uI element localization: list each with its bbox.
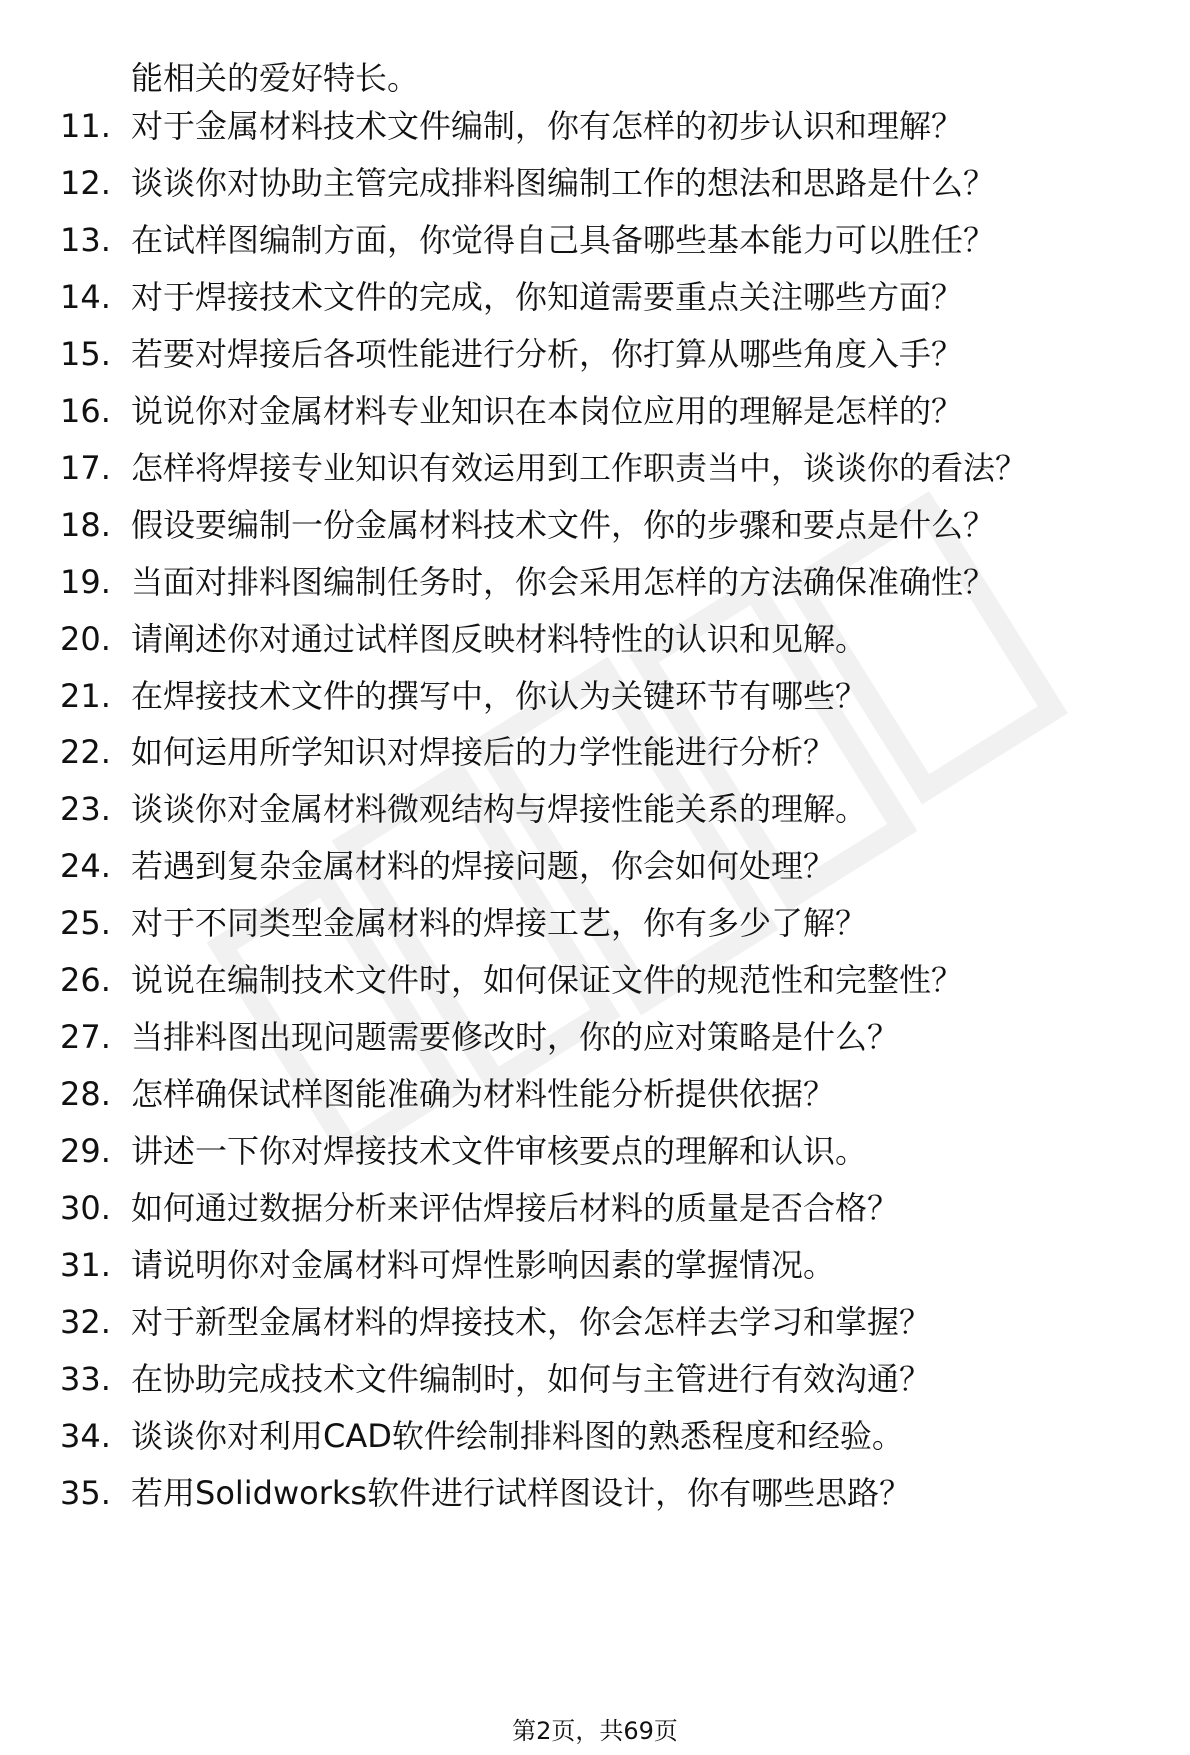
question-text: 在试样图编制方面，你觉得自己具备哪些基本能力可以胜任？ [131,220,996,259]
question-text: 对于焊接技术文件的完成，你知道需要重点关注哪些方面？ [131,277,964,316]
question-text: 对于金属材料技术文件编制，你有怎样的初步认识和理解？ [131,107,964,145]
question-text: 怎样将焊接专业知识有效运用到工作职责当中，谈谈你的看法？ [131,448,1028,487]
question-text: 若遇到复杂金属材料的焊接问题，你会如何处理？ [131,847,836,886]
question-number: 13. [60,220,111,259]
question-number: 30. [60,1189,111,1228]
question-number: 23. [60,790,111,829]
question-number: 26. [60,961,111,1000]
question-text: 请阐述你对通过试样图反映材料特性的认识和见解。 [131,619,868,658]
question-number: 15. [60,334,111,373]
question-text: 若要对焊接后各项性能进行分析，你打算从哪些角度入手？ [131,334,964,373]
continuation-text: 能相关的爱好特长。 [131,59,420,97]
question-number: 14. [60,277,111,316]
question-text: 如何运用所学知识对焊接后的力学性能进行分析？ [131,733,836,772]
question-text: 当面对排料图编制任务时，你会采用怎样的方法确保准确性？ [131,562,996,601]
question-number: 27. [60,1018,111,1057]
question-text: 假设要编制一份金属材料技术文件，你的步骤和要点是什么？ [131,505,996,544]
question-text: 谈谈你对协助主管完成排料图编制工作的想法和思路是什么？ [131,163,996,202]
question-text: 说说在编制技术文件时，如何保证文件的规范性和完整性？ [131,961,964,1000]
question-text: 对于新型金属材料的焊接技术，你会怎样去学习和掌握？ [131,1302,932,1341]
question-number: 22. [60,733,111,772]
question-number: 20. [60,619,111,658]
question-number: 18. [60,505,111,544]
question-number: 16. [60,391,111,430]
question-number: 21. [60,676,111,715]
question-number: 19. [60,562,111,601]
question-text: 对于不同类型金属材料的焊接工艺，你有多少了解？ [131,904,868,943]
question-text: 谈谈你对利用CAD软件绘制排料图的熟悉程度和经验。 [131,1416,904,1455]
question-text: 怎样确保试样图能准确为材料性能分析提供依据？ [131,1075,836,1114]
question-text: 在焊接技术文件的撰写中，你认为关键环节有哪些？ [131,676,868,715]
question-text: 说说你对金属材料专业知识在本岗位应用的理解是怎样的？ [131,391,964,430]
question-number: 17. [60,448,111,487]
page-footer: 第2页，共69页 [512,1717,678,1745]
question-text: 请说明你对金属材料可焊性影响因素的掌握情况。 [131,1246,836,1284]
question-number: 24. [60,847,111,886]
question-number: 12. [60,163,111,202]
question-number: 33. [60,1359,111,1398]
question-number: 25. [60,904,111,943]
question-number: 29. [60,1132,111,1171]
question-text: 若用Solidworks软件进行试样图设计，你有哪些思路？ [131,1473,912,1512]
question-text: 在协助完成技术文件编制时，如何与主管进行有效沟通？ [131,1359,932,1398]
question-text: 如何通过数据分析来评估焊接后材料的质量是否合格？ [131,1189,900,1228]
question-number: 11. [60,107,111,145]
question-number: 32. [60,1302,111,1341]
question-text: 谈谈你对金属材料微观结构与焊接性能关系的理解。 [131,790,868,829]
question-number: 28. [60,1075,111,1114]
question-text: 讲述一下你对焊接技术文件审核要点的理解和认识。 [131,1132,868,1171]
question-number: 35. [60,1473,111,1512]
question-text: 当排料图出现问题需要修改时，你的应对策略是什么？ [131,1018,900,1057]
question-number: 31. [60,1246,111,1284]
question-number: 34. [60,1416,111,1455]
